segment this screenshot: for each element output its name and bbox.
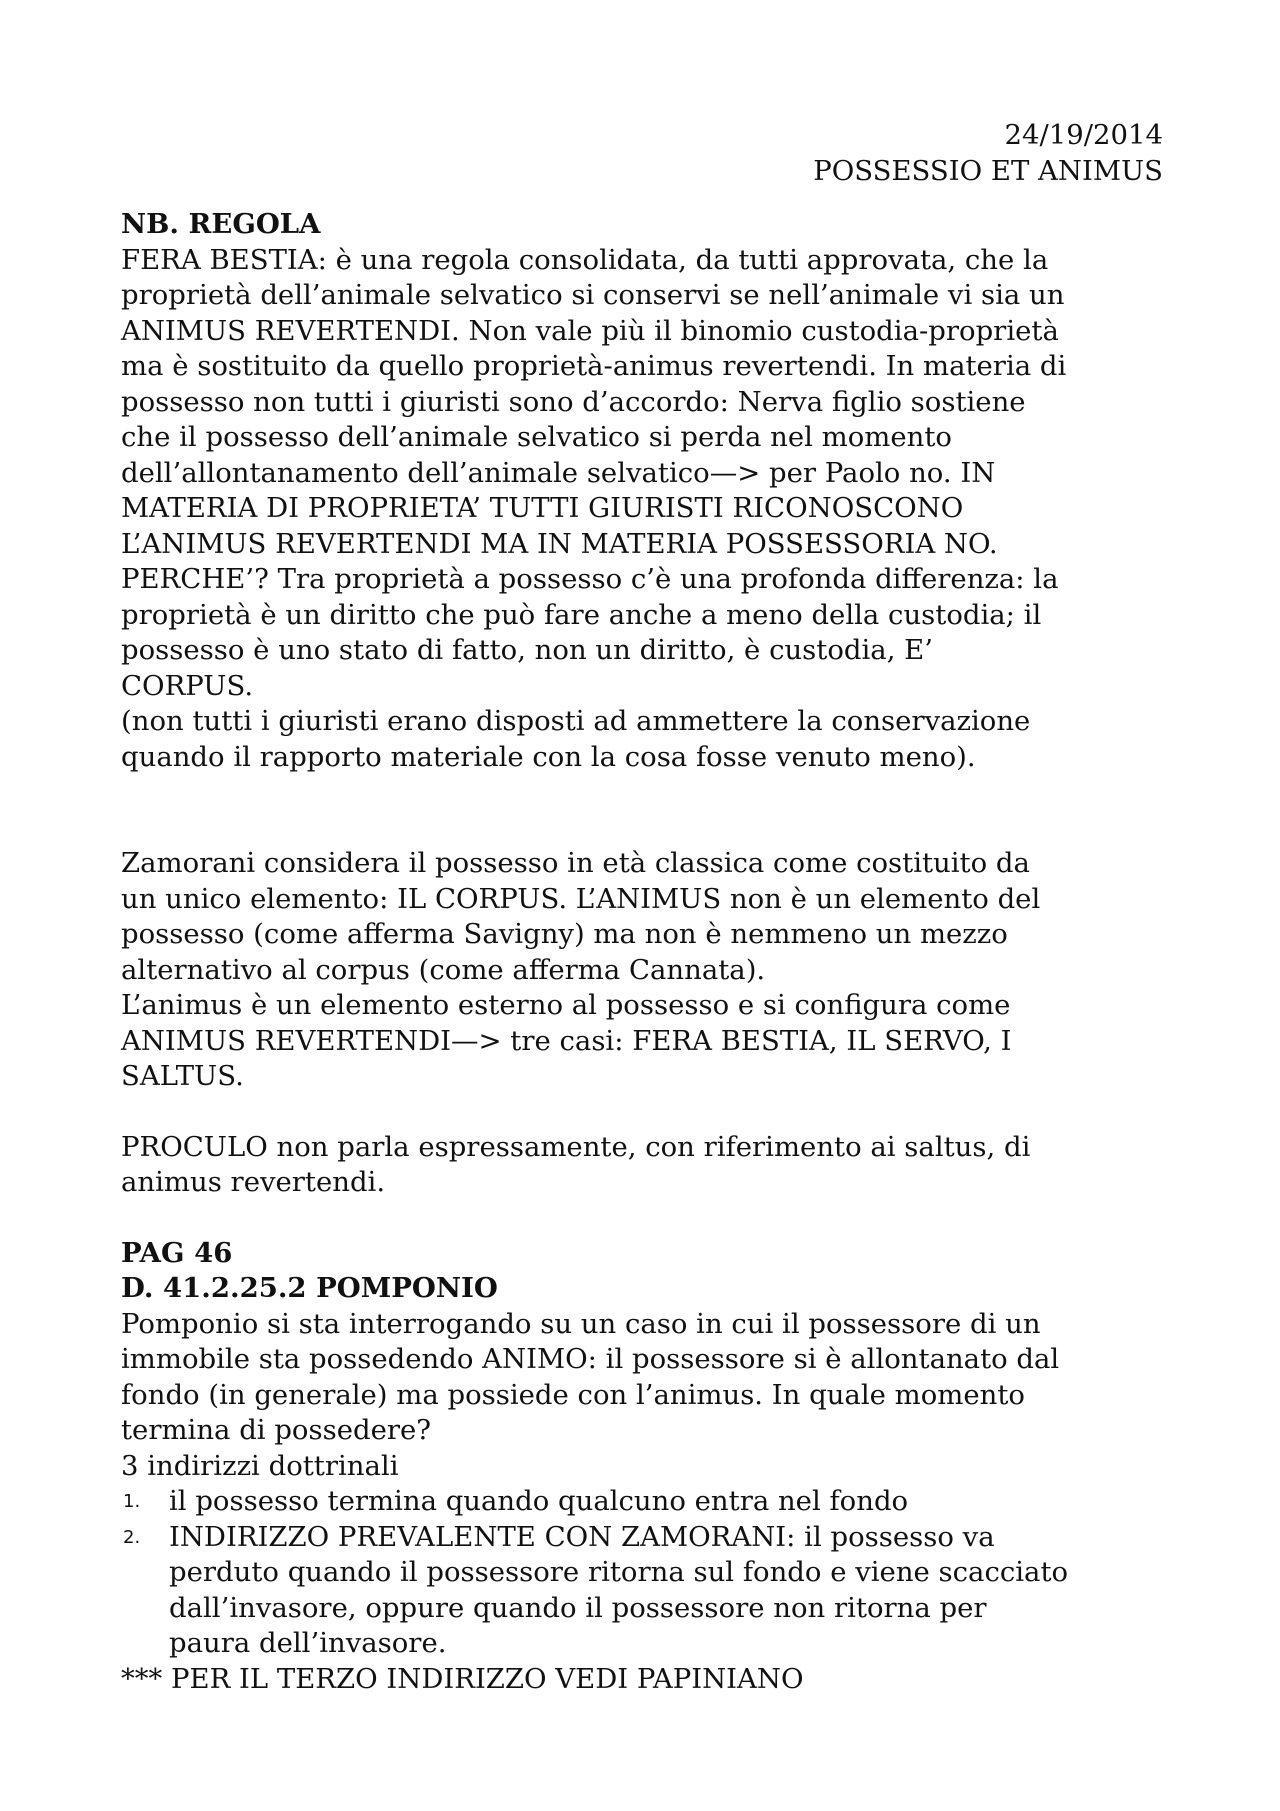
spacer bbox=[121, 775, 1163, 846]
text-line: alternativo al corpus (come afferma Cannata). bbox=[121, 953, 766, 986]
text-line: ANIMUS REVERTENDI. Non vale più il binomio custodia-proprietà bbox=[121, 314, 1059, 347]
spacer bbox=[121, 1095, 1163, 1130]
text-line: L’animus è un elemento esterno al possesso e si configura come bbox=[121, 989, 1011, 1021]
text-line: proprietà dell’animale selvatico si conservi se nell’animale vi sia un bbox=[121, 279, 1065, 311]
text-line: dall’invasore, oppure quando il possessore non ritorna per bbox=[169, 1591, 987, 1624]
paragraph-pomponio bbox=[121, 1307, 1163, 1485]
text-line: Pomponio si sta interrogando su un caso in cui il possessore di un bbox=[121, 1307, 1041, 1340]
document-date: 24/19/2014 bbox=[1004, 119, 1163, 151]
footer-note: *** PER IL TERZO INDIRIZZO VEDI PAPINIANO bbox=[121, 1662, 804, 1695]
section-heading-page: PAG 46 bbox=[121, 1236, 233, 1269]
section-heading-source: D. 41.2.25.2 POMPONIO bbox=[121, 1272, 498, 1304]
text-line: possesso non tutti i giuristi sono d’accordo: Nerva figlio sostiene bbox=[121, 385, 1026, 418]
text-line: FERA BESTIA: è una regola consolidata, da tutti approvata, che la bbox=[121, 243, 1049, 276]
text-line: (non tutti i giuristi erano disposti ad ammettere la conservazione bbox=[121, 705, 1031, 737]
paragraph-zamorani bbox=[121, 846, 1163, 1095]
numbered-list bbox=[121, 1484, 1163, 1662]
list-item bbox=[121, 1520, 1163, 1662]
text-line: proprietà è un diritto che può fare anche a meno della custodia; il bbox=[121, 598, 1042, 631]
text-line: animus revertendi. bbox=[121, 1166, 386, 1198]
text-line: INDIRIZZO PREVALENTE CON ZAMORANI: il possesso va bbox=[169, 1520, 995, 1553]
paragraph-proculo bbox=[121, 1130, 1163, 1201]
text-line: 3 indirizzi dottrinali bbox=[121, 1449, 399, 1482]
text-line: PROCULO non parla espressamente, con riferimento ai saltus, di bbox=[121, 1130, 1031, 1163]
text-line: PERCHE’? Tra proprietà a possesso c’è una profonda differenza: la bbox=[121, 563, 1059, 595]
text-line: MATERIA DI PROPRIETA’ TUTTI GIURISTI RICONOSCONO bbox=[121, 492, 964, 524]
text-line: termina di possedere? bbox=[121, 1414, 432, 1446]
section-heading-regola: NB. REGOLA bbox=[121, 208, 321, 240]
text-line: perduto quando il possessore ritorna sul fondo e viene scacciato bbox=[169, 1556, 1069, 1588]
text-line: Zamorani considera il possesso in età classica come costituito da bbox=[121, 847, 1030, 879]
text-line: che il possesso dell’animale selvatico si perda nel momento bbox=[121, 421, 952, 453]
document-header bbox=[121, 118, 1163, 189]
text-line: SALTUS. bbox=[121, 1060, 244, 1092]
text-line: fondo (in generale) ma possiede con l’animus. In quale momento bbox=[121, 1378, 1025, 1411]
text-line: quando il rapporto materiale con la cosa fosse venuto meno). bbox=[121, 740, 976, 773]
spacer bbox=[121, 189, 1163, 207]
list-item bbox=[121, 1484, 1163, 1520]
text-line: L’ANIMUS REVERTENDI MA IN MATERIA POSSESSORIA NO. bbox=[121, 527, 998, 560]
text-line: un unico elemento: IL CORPUS. L’ANIMUS non è un elemento del bbox=[121, 882, 1041, 915]
document-title: POSSESSIO ET ANIMUS bbox=[813, 154, 1163, 187]
text-line: CORPUS. bbox=[121, 669, 254, 702]
text-line: possesso è uno stato di fatto, non un diritto, è custodia, E’ bbox=[121, 634, 933, 666]
paragraph-fera-bestia bbox=[121, 243, 1163, 776]
spacer bbox=[121, 1201, 1163, 1236]
document-page bbox=[121, 118, 1163, 1697]
list-number: 2. bbox=[123, 1526, 141, 1548]
text-line: possesso (come afferma Savigny) ma non è nemmeno un mezzo bbox=[121, 918, 1008, 950]
text-line: ma è sostituito da quello proprietà-animus revertendi. In materia di bbox=[121, 350, 1067, 382]
text-line: ANIMUS REVERTENDI—> tre casi: FERA BESTIA, IL SERVO, I bbox=[121, 1024, 1012, 1057]
text-line: dell’allontanamento dell’animale selvatico—> per Paolo no. IN bbox=[121, 456, 996, 489]
text-line: il possesso termina quando qualcuno entra nel fondo bbox=[169, 1485, 909, 1517]
text-line: immobile sta possedendo ANIMO: il possessore si è allontanato dal bbox=[121, 1343, 1060, 1375]
text-line: paura dell’invasore. bbox=[169, 1627, 447, 1659]
list-number: 1. bbox=[123, 1491, 141, 1512]
